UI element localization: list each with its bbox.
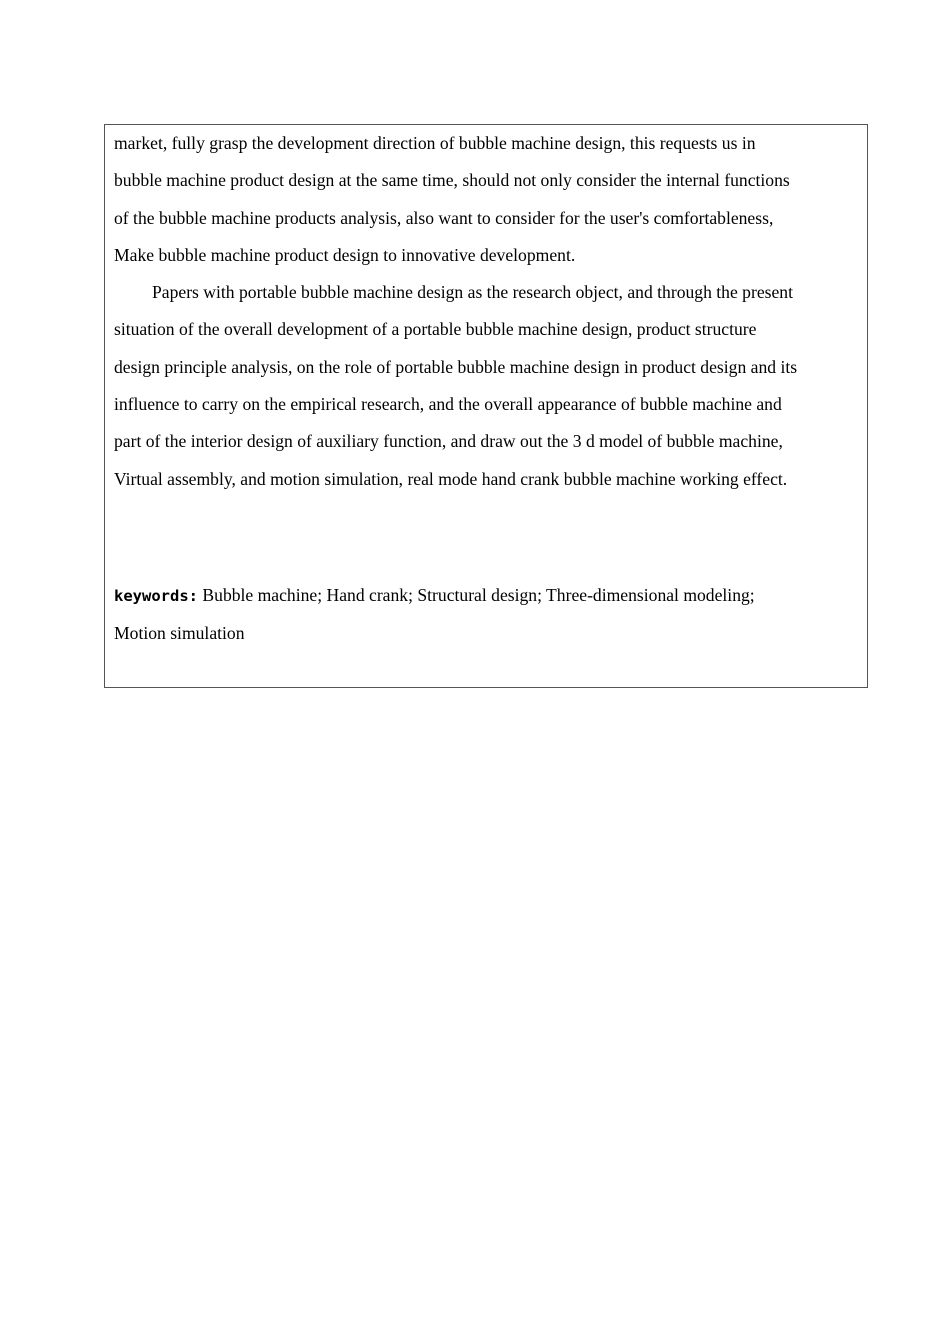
keywords-line-2: Motion simulation [114,623,245,644]
text-line: part of the interior design of auxiliary function, and draw out the 3 d model of bubble machine, [114,431,783,452]
abstract-box [104,124,868,688]
abstract-paragraph-1 [114,125,858,274]
text-line: influence to carry on the empirical research, and the overall appearance of bubble machine and [114,394,782,415]
text-line: Make bubble machine product design to innovative development. [114,244,576,265]
text-line: situation of the overall development of a portable bubble machine design, product structure [114,319,757,340]
text-line: design principle analysis, on the role of portable bubble machine design in product design and its [114,356,798,377]
text-line: bubble machine product design at the same time, should not only consider the internal functions [114,170,790,191]
abstract-paragraph-2 [114,274,858,498]
text-line: of the bubble machine products analysis, also want to consider for the user's comfortableness, [114,207,774,228]
keywords-line-1 [114,577,755,615]
keywords-block [114,577,755,653]
text-line: Papers with portable bubble machine design as the research object, and through the present [152,282,793,303]
text-line: market, fully grasp the development direction of bubble machine design, this requests us in [114,133,756,153]
keywords-label: keywords: [114,587,198,605]
keywords-text: Bubble machine; Hand crank; Structural design; Three-dimensional modeling; [202,585,755,605]
text-line: Virtual assembly, and motion simulation, real mode hand crank bubble machine working effect. [114,468,788,489]
